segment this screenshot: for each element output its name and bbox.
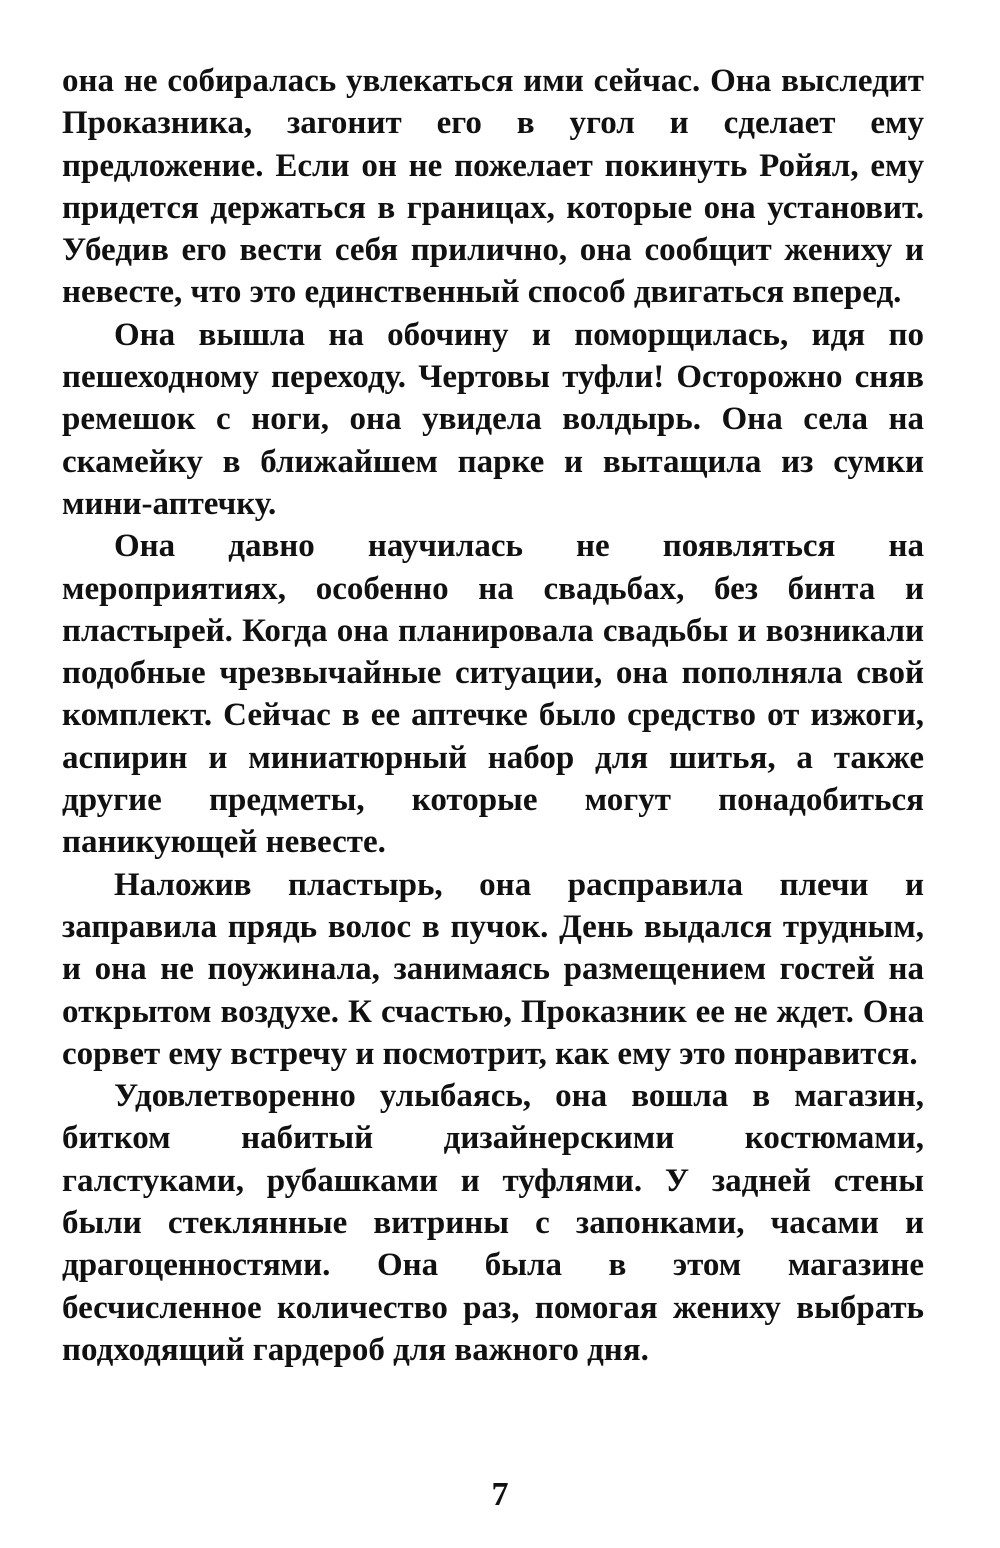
paragraph-2: Она вышла на обочину и поморщилась, идя по пешеходному переходу. Чертовы туфли! Осторожно сняв ремешок с ноги, она увидела волдырь. Она села на скамейку в ближайшем парке и вытащила из сумки мини-аптечку. [62, 316, 924, 522]
paragraph-1: она не собиралась увлекаться ими сейчас. Она выследит Проказника, загонит его в угол и сделает ему предложение. Если он не пожелает покинуть Ройял, ему придется держаться в границах, которые она установит. Убедив его вести себя прилично, она сообщит жениху и невесте, что это единственный способ двигаться вперед. [62, 63, 924, 311]
page-number: 7 [491, 1476, 509, 1513]
book-page [62, 60, 924, 1530]
paragraph-5: Удовлетворенно улыбаясь, она вошла в магазин, битком набитый дизайнерскими костюмами, галстуками, рубашками и туфлями. У задней стены были стеклянные витрины с запонками, часами и драгоценностями. Она была в этом магазине бесчисленное количество раз, помогая жениху выбрать подходящий гардероб для важного дня. [62, 1078, 924, 1368]
paragraph-3: Она давно научилась не появляться на мероприятиях, особенно на свадьбах, без бинта и пластырей. Когда она планировала свадьбы и возникали подобные чрезвычайные ситуации, она пополняла свой комплект. Сейчас в ее аптечке было средство от изжоги, аспирин и миниатюрный набор для шитья, а также другие предметы, которые могут понадобиться паникующей невесте. [62, 528, 924, 861]
paragraph-4: Наложив пластырь, она расправила плечи и заправила прядь волос в пучок. День выдался трудным, и она не поужинала, занимаясь размещением гостей на открытом воздухе. К счастью, Проказник ее не ждет. Она сорвет ему встречу и посмотрит, как ему это понравится. [62, 866, 924, 1072]
